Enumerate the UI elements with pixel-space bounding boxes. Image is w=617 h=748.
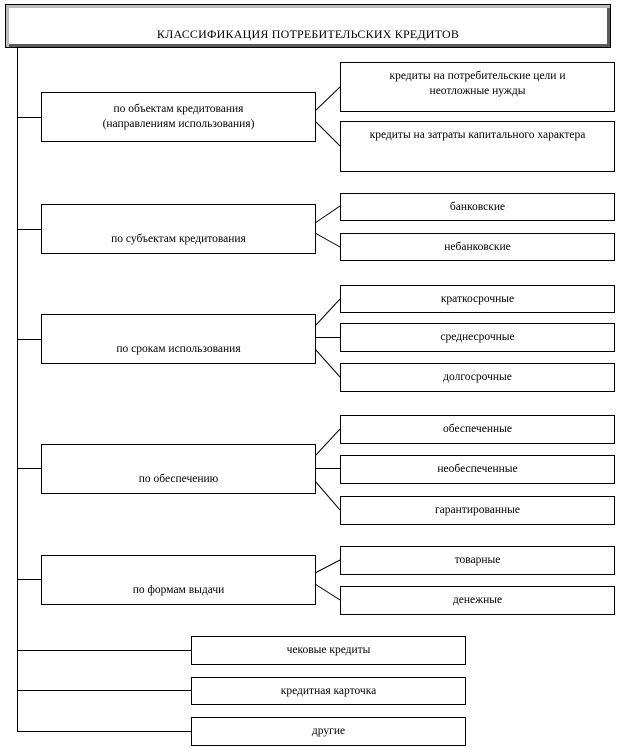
- group-objects: [41, 92, 316, 142]
- leaf-cash-text: денежные: [452, 594, 503, 606]
- leaf-bank-text: банковские: [449, 200, 506, 213]
- group-objects-label-line2: (направлениям использования): [102, 118, 255, 130]
- group-issue-forms-label: по формам выдачи: [132, 584, 225, 596]
- branch-5-2: [315, 584, 340, 600]
- branch-5-1: [315, 560, 340, 573]
- bottom-check-credits: [191, 636, 466, 665]
- leaf-bank: [340, 193, 615, 221]
- leaf-capital-costs: [340, 121, 615, 172]
- leaf-unsecured-text: необеспеченные: [437, 463, 518, 475]
- leaf-nonbank-text: небанковские: [444, 240, 511, 253]
- bottom-credit-card: [191, 677, 466, 705]
- leaf-medium-term-text: среднесрочные: [440, 331, 515, 343]
- branch-4-1: [315, 429, 340, 456]
- leaf-goods-text: товарные: [454, 554, 501, 566]
- branch-1-2: [315, 121, 340, 146]
- leaf-secured: [340, 415, 615, 444]
- leaf-capital-costs-text: кредиты на затраты капитального характера: [369, 129, 586, 141]
- leaf-guaranteed-text: гарантированные: [434, 504, 521, 516]
- leaf-nonbank: [340, 233, 615, 261]
- group-subjects-label: по субъектам кредитования: [111, 233, 246, 245]
- group-terms-label: по срокам использования: [116, 343, 241, 355]
- leaf-guaranteed: [340, 496, 615, 525]
- group-security-label: по обеспечению: [138, 473, 219, 485]
- leaf-short-term: [340, 285, 615, 313]
- leaf-short-term-text: краткосрочные: [440, 292, 515, 305]
- branch-3-3: [315, 349, 340, 377]
- group-security: [41, 444, 316, 494]
- leaf-consumer-needs-text: кредиты на потребительские цели и неотложные нужды: [389, 70, 566, 97]
- branch-4-3: [315, 481, 340, 510]
- leaf-long-term: [340, 363, 615, 392]
- group-issue-forms: [41, 555, 316, 605]
- branch-1-1: [315, 87, 340, 111]
- branch-3-1: [315, 299, 340, 326]
- bottom-credit-card-text: кредитная карточка: [280, 684, 377, 697]
- leaf-secured-text: обеспеченные: [443, 423, 512, 435]
- leaf-unsecured: [340, 455, 615, 484]
- leaf-medium-term: [340, 323, 615, 352]
- branch-2-1: [315, 206, 340, 223]
- leaf-cash: [340, 586, 615, 615]
- group-objects-label-line1: по объектам кредитования: [113, 103, 244, 115]
- bottom-other-text: другие: [311, 725, 346, 737]
- leaf-consumer-needs: [340, 62, 615, 112]
- branch-2-2: [315, 233, 340, 247]
- group-subjects: [41, 204, 316, 254]
- leaf-goods: [340, 546, 615, 575]
- diagram-title: [5, 4, 611, 48]
- diagram-title-text: КЛАССИФИКАЦИЯ ПОТРЕБИТЕЛЬСКИХ КРЕДИТОВ: [156, 27, 460, 41]
- leaf-long-term-text: долгосрочные: [443, 371, 512, 383]
- bottom-other: [191, 717, 466, 746]
- group-terms: [41, 314, 316, 364]
- bottom-check-credits-text: чековые кредиты: [286, 644, 371, 656]
